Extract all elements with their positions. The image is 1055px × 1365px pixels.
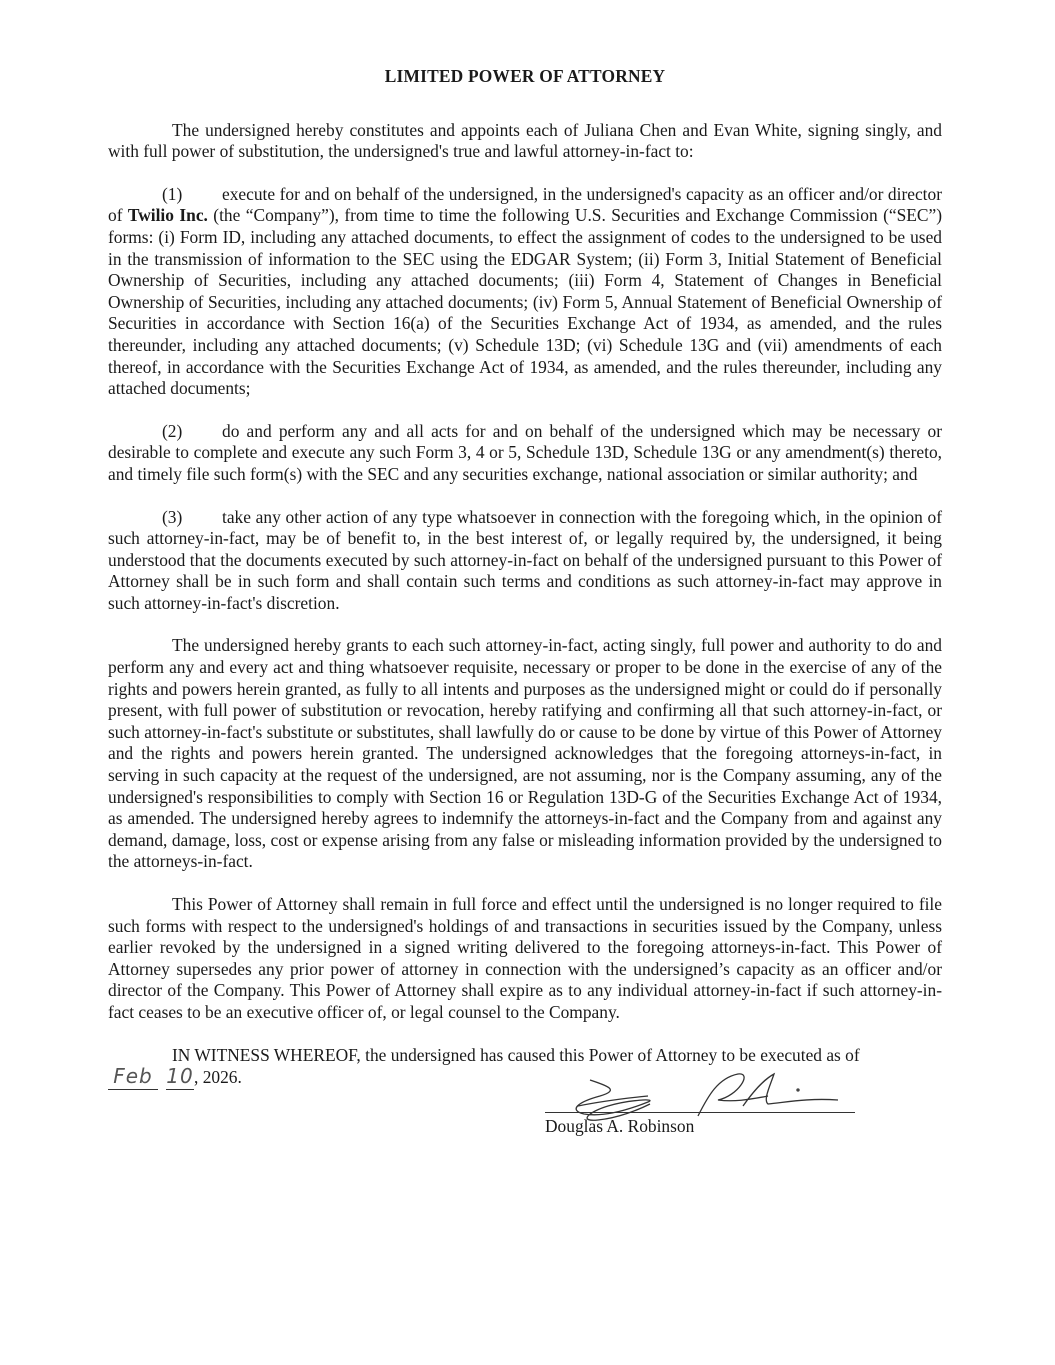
company-name: Twilio Inc. <box>127 205 208 226</box>
signature-line <box>545 1112 855 1113</box>
clause-number: (2) <box>162 420 183 441</box>
handwritten-day: 10 <box>166 1064 194 1089</box>
clause-number: (1) <box>162 183 183 204</box>
document-page <box>108 66 942 1152</box>
date-day-field <box>166 1066 194 1090</box>
clause-3 <box>108 507 942 615</box>
clause-text: do and perform any and all acts for and on behalf of the undersigned which may be necessary or desirable to complete and execute any such Form 3, 4 or 5, Schedule 13D, Schedule 13G or any amendment(s) thereto, and timely file such form(s) with the SEC and any securities exchange, national association or similar authority; and <box>108 420 942 484</box>
witness-clause: IN WITNESS WHEREOF, the undersigned has caused this Power of Attorney to be executed as of <box>172 1044 860 1065</box>
document-title: LIMITED POWER OF ATTORNEY <box>384 66 666 86</box>
clause-text: take any other action of any type whatsoever in connection with the foregoing which, in the opinion of such attorney-in-fact, may be of benefit to, in the best interest of, or legally required by, the undersigned, it being understood that the documents executed by such attorney-in-fact on behalf of the undersigned pursuant to this Power of Attorney shall be in such form and shall contain such terms and conditions as such attorney-in-fact may approve in such attorney-in-fact's discretion. <box>108 506 942 613</box>
grant-paragraph: The undersigned hereby grants to each such attorney-in-fact, acting singly, full power and authority to do and perform any and every act and thing whatsoever requisite, necessary or proper to be done in the exercise of any of the rights and powers herein granted, as fully to all intents and purposes as the undersigned might or could do if personally present, with full power of substitution or revocation, hereby ratifying and confirming all that such attorney-in-fact, or such attorney-in-fact's substitute or substitutes, shall lawfully do or cause to be done by virtue of this Power of Attorney and the rights and powers herein granted. The undersigned acknowledges that the foregoing attorneys-in-fact, in serving in such capacity at the request of the undersigned, are not assuming, nor is the Company assuming, any of the undersigned's responsibilities to comply with Section 16 or Regulation 13D-G of the Securities Exchange Act of 1934, as amended. The undersigned hereby agrees to indemnify the attorneys-in-fact and the Company from and against any demand, damage, loss, cost or expense arising from any false or misleading information provided by the undersigned to the attorneys-in-fact. <box>108 635 942 872</box>
clause-1 <box>108 184 942 400</box>
signatory-name: Douglas A. Robinson <box>545 1116 695 1137</box>
date-year: , 2026. <box>194 1067 242 1088</box>
term-paragraph: This Power of Attorney shall remain in full force and effect until the undersigned is no longer required to file such forms with respect to the undersigned's holdings of and transactions in securities issued by the Company, unless earlier revoked by the undersigned in a signed writing delivered to the foregoing attorneys-in-fact. This Power of Attorney supersedes any prior power of attorney in connection with the undersigned’s capacity as an officer and/or director of the Company. This Power of Attorney shall expire as to any individual attorney-in-fact if such attorney-in-fact ceases to be an executive officer of, or legal counsel to the Company. <box>108 894 942 1022</box>
clause-2 <box>108 421 942 486</box>
date-month-field <box>108 1066 158 1090</box>
clause-text: (the “Company”), from time to time the following U.S. Securities and Exchange Commission (“SEC”) forms: (i) Form ID, including any attached documents, to effect the assignment of codes to the undersigned to be used in the transmission of information to the SEC using the EDGAR System; (ii) Form 3, Initial Statement of Beneficial Ownership of Securities, including any attached documents; (iii) Form 4, Statement of Changes in Beneficial Ownership of Securities, including any attached documents; (iv) Form 5, Annual Statement of Beneficial Ownership of Securities in accordance with Section 16(a) of the Securities Exchange Act of 1934, as amended, and the rules thereunder, including any attached documents; (v) Schedule 13D; (vi) Schedule 13G and (vii) amendments of each thereof, in accordance with the Securities Exchange Act of 1934, as amended, and the rules thereunder, including any attached documents; <box>108 205 942 399</box>
signature-block <box>108 1092 942 1152</box>
handwritten-month: Feb <box>113 1064 153 1089</box>
clause-text: execute for and on behalf of the undersigned, in the undersigned's capacity as an officer and/or director of <box>108 183 942 226</box>
clause-number: (3) <box>162 506 183 527</box>
intro-paragraph: The undersigned hereby constitutes and appoints each of Juliana Chen and Evan White, signing singly, and with full power of substitution, the undersigned's true and lawful attorney-in-fact to: <box>108 119 942 162</box>
